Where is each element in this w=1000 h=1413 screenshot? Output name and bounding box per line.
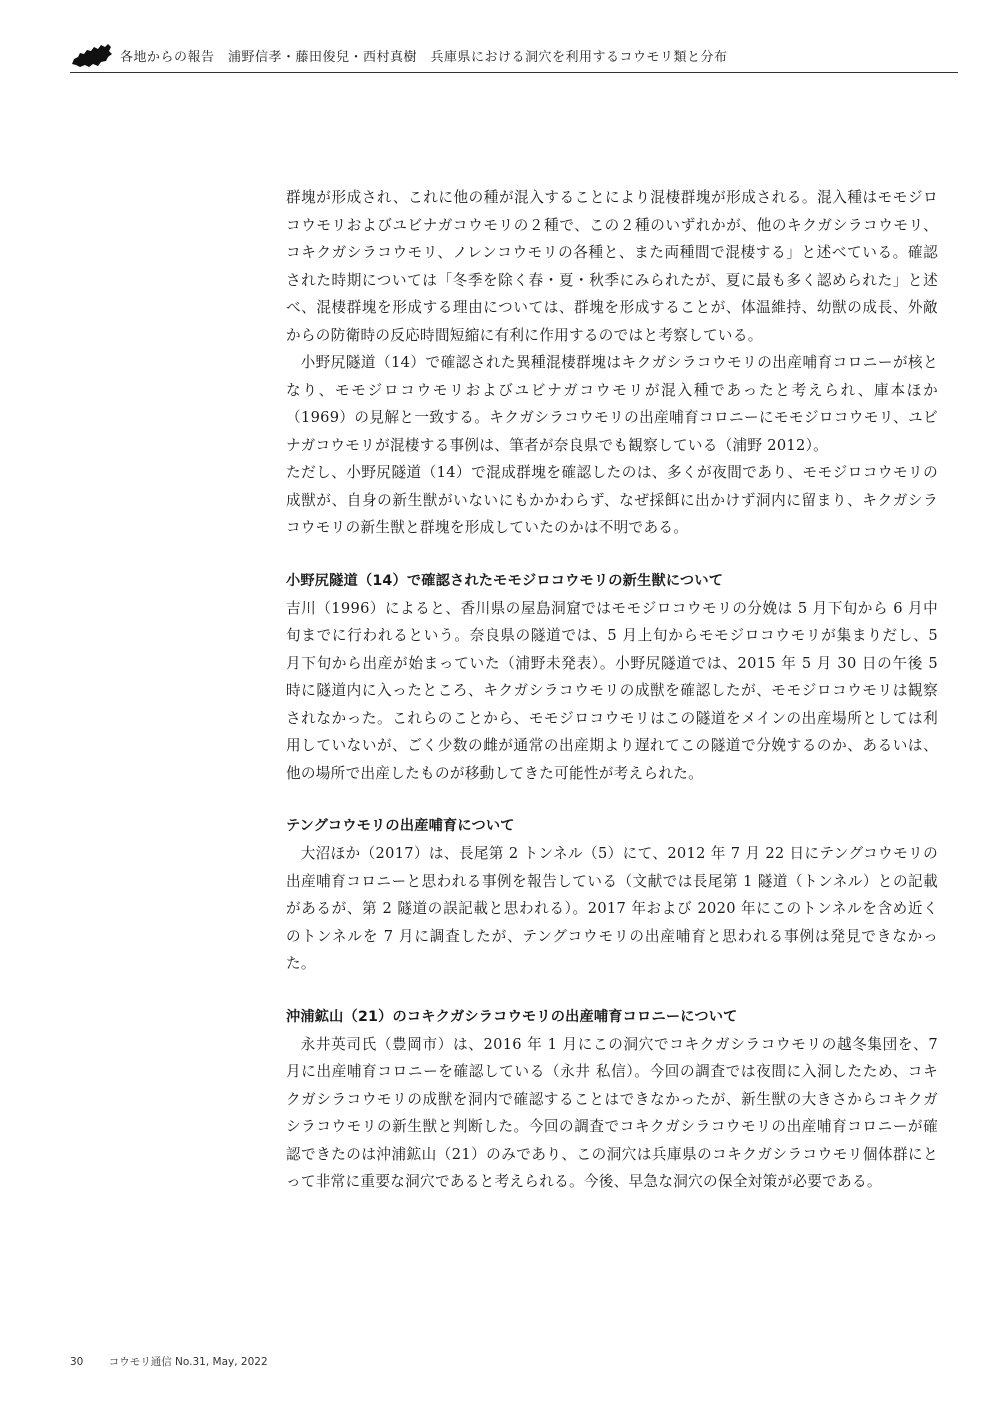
section-heading: 沖浦鉱山（21）のコキクガシラコウモリの出産哺育コロニーについて	[286, 1008, 738, 1025]
section-heading: 小野尻隧道（14）で確認されたモモジロコウモリの新生獣について	[286, 572, 724, 589]
page-footer	[70, 1354, 268, 1369]
journal-citation: コウモリ通信 No.31, May, 2022	[108, 1356, 268, 1368]
hyogo-map-icon	[70, 42, 114, 68]
section-heading: テングコウモリの出産哺育について	[286, 818, 515, 834]
paragraph: 大沼ほか（2017）は、長尾第 2 トンネル（5）にて、2012 年 7 月 22 日にテングコウモリの出産哺育コロニーと思われる事例を報告している（文献では長尾第 1 隧道（トンネル）との記載があるが、第 2 隧道の誤記載と思われる）。2017 年および 2020 年にこのトンネルを含め近くのトンネルを 7 月に調査したが、テングコウモリの出産哺育と思われる事例は発見できなかった。	[286, 845, 938, 972]
paragraph: 小野尻隧道（14）で確認された異種混棲群塊はキクガシラコウモリの出産哺育コロニーが核となり、モモジロコウモリおよびユビナガコウモリが混入種であったと考えられ、庫本ほか（1969）の見解と一致する。キクガシラコウモリの出産哺育コロニーにモモジロコウモリ、ユビナガコウモリが混棲する事例は、筆者が奈良県でも観察している（浦野 2012）。	[286, 354, 938, 454]
paragraph: 吉川（1996）によると、香川県の屋島洞窟ではモモジロコウモリの分娩は 5 月下旬から 6 月中旬までに行われるという。奈良県の隧道では、5 月上旬からモモジロコウモリが集まりだし、5 月下旬から出産が始まっていた（浦野未発表）。小野尻隧道では、2015 年 5 月 30 日の午後 5 時に隧道内に入ったところ、キクガシラコウモリの成獣を確認したが、モモジロコウモリは観察されなかった。これらのことから、モモジロコウモリはこの隧道をメインの出産場所としては利用していないが、ごく少数の雌が通常の出産期より遅れてこの隧道で分娩するのか、あるいは、他の場所で出産したものが移動してきた可能性が考えられた。	[286, 599, 938, 782]
page-number: 30	[70, 1356, 84, 1368]
running-header	[70, 40, 958, 73]
header-title: 各地からの報告 浦野信孝・藤田俊兒・西村真樹 兵庫県における洞穴を利用するコウモリ類と分布	[120, 50, 728, 65]
article-body	[286, 184, 938, 1196]
paragraph: 永井英司氏（豊岡市）は、2016 年 1 月にこの洞穴でコキクガシラコウモリの越冬集団を、7 月に出産哺育コロニーを確認している（永井 私信）。今回の調査では夜間に入洞したため、コキクガシラコウモリの成獣を洞内で確認することはできなかったが、新生獣の大きさからコキクガシラコウモリの新生獣と判断した。今回の調査でコキクガシラコウモリの出産哺育コロニーが確認できたのは沖浦鉱山（21）のみであり、この洞穴は兵庫県のコキクガシラコウモリ個体群にとって非常に重要な洞穴であると考えられる。今後、早急な洞穴の保全対策が必要である。	[286, 1035, 938, 1190]
paragraph: 群塊が形成され、これに他の種が混入することにより混棲群塊が形成される。混入種はモモジロコウモリおよびユビナガコウモリの２種で、この２種のいずれかが、他のキクガシラコウモリ、コキクガシラコウモリ、ノレンコウモリの各種と、また両種間で混棲する」と述べている。確認された時期については「冬季を除く春・夏・秋季にみられたが、夏に最も多く認められた」と述べ、混棲群塊を形成する理由については、群塊を形成することが、体温維持、幼獣の成長、外敵からの防衛時の反応時間短縮に有利に作用するのではと考察している。	[286, 189, 938, 344]
paragraph: ただし、小野尻隧道（14）で混成群塊を確認したのは、多くが夜間であり、モモジロコウモリの成獣が、自身の新生獣がいないにもかかわらず、なぜ採餌に出かけず洞内に留まり、キクガシラコウモリの新生獣と群塊を形成していたのかは不明である。	[286, 464, 938, 536]
